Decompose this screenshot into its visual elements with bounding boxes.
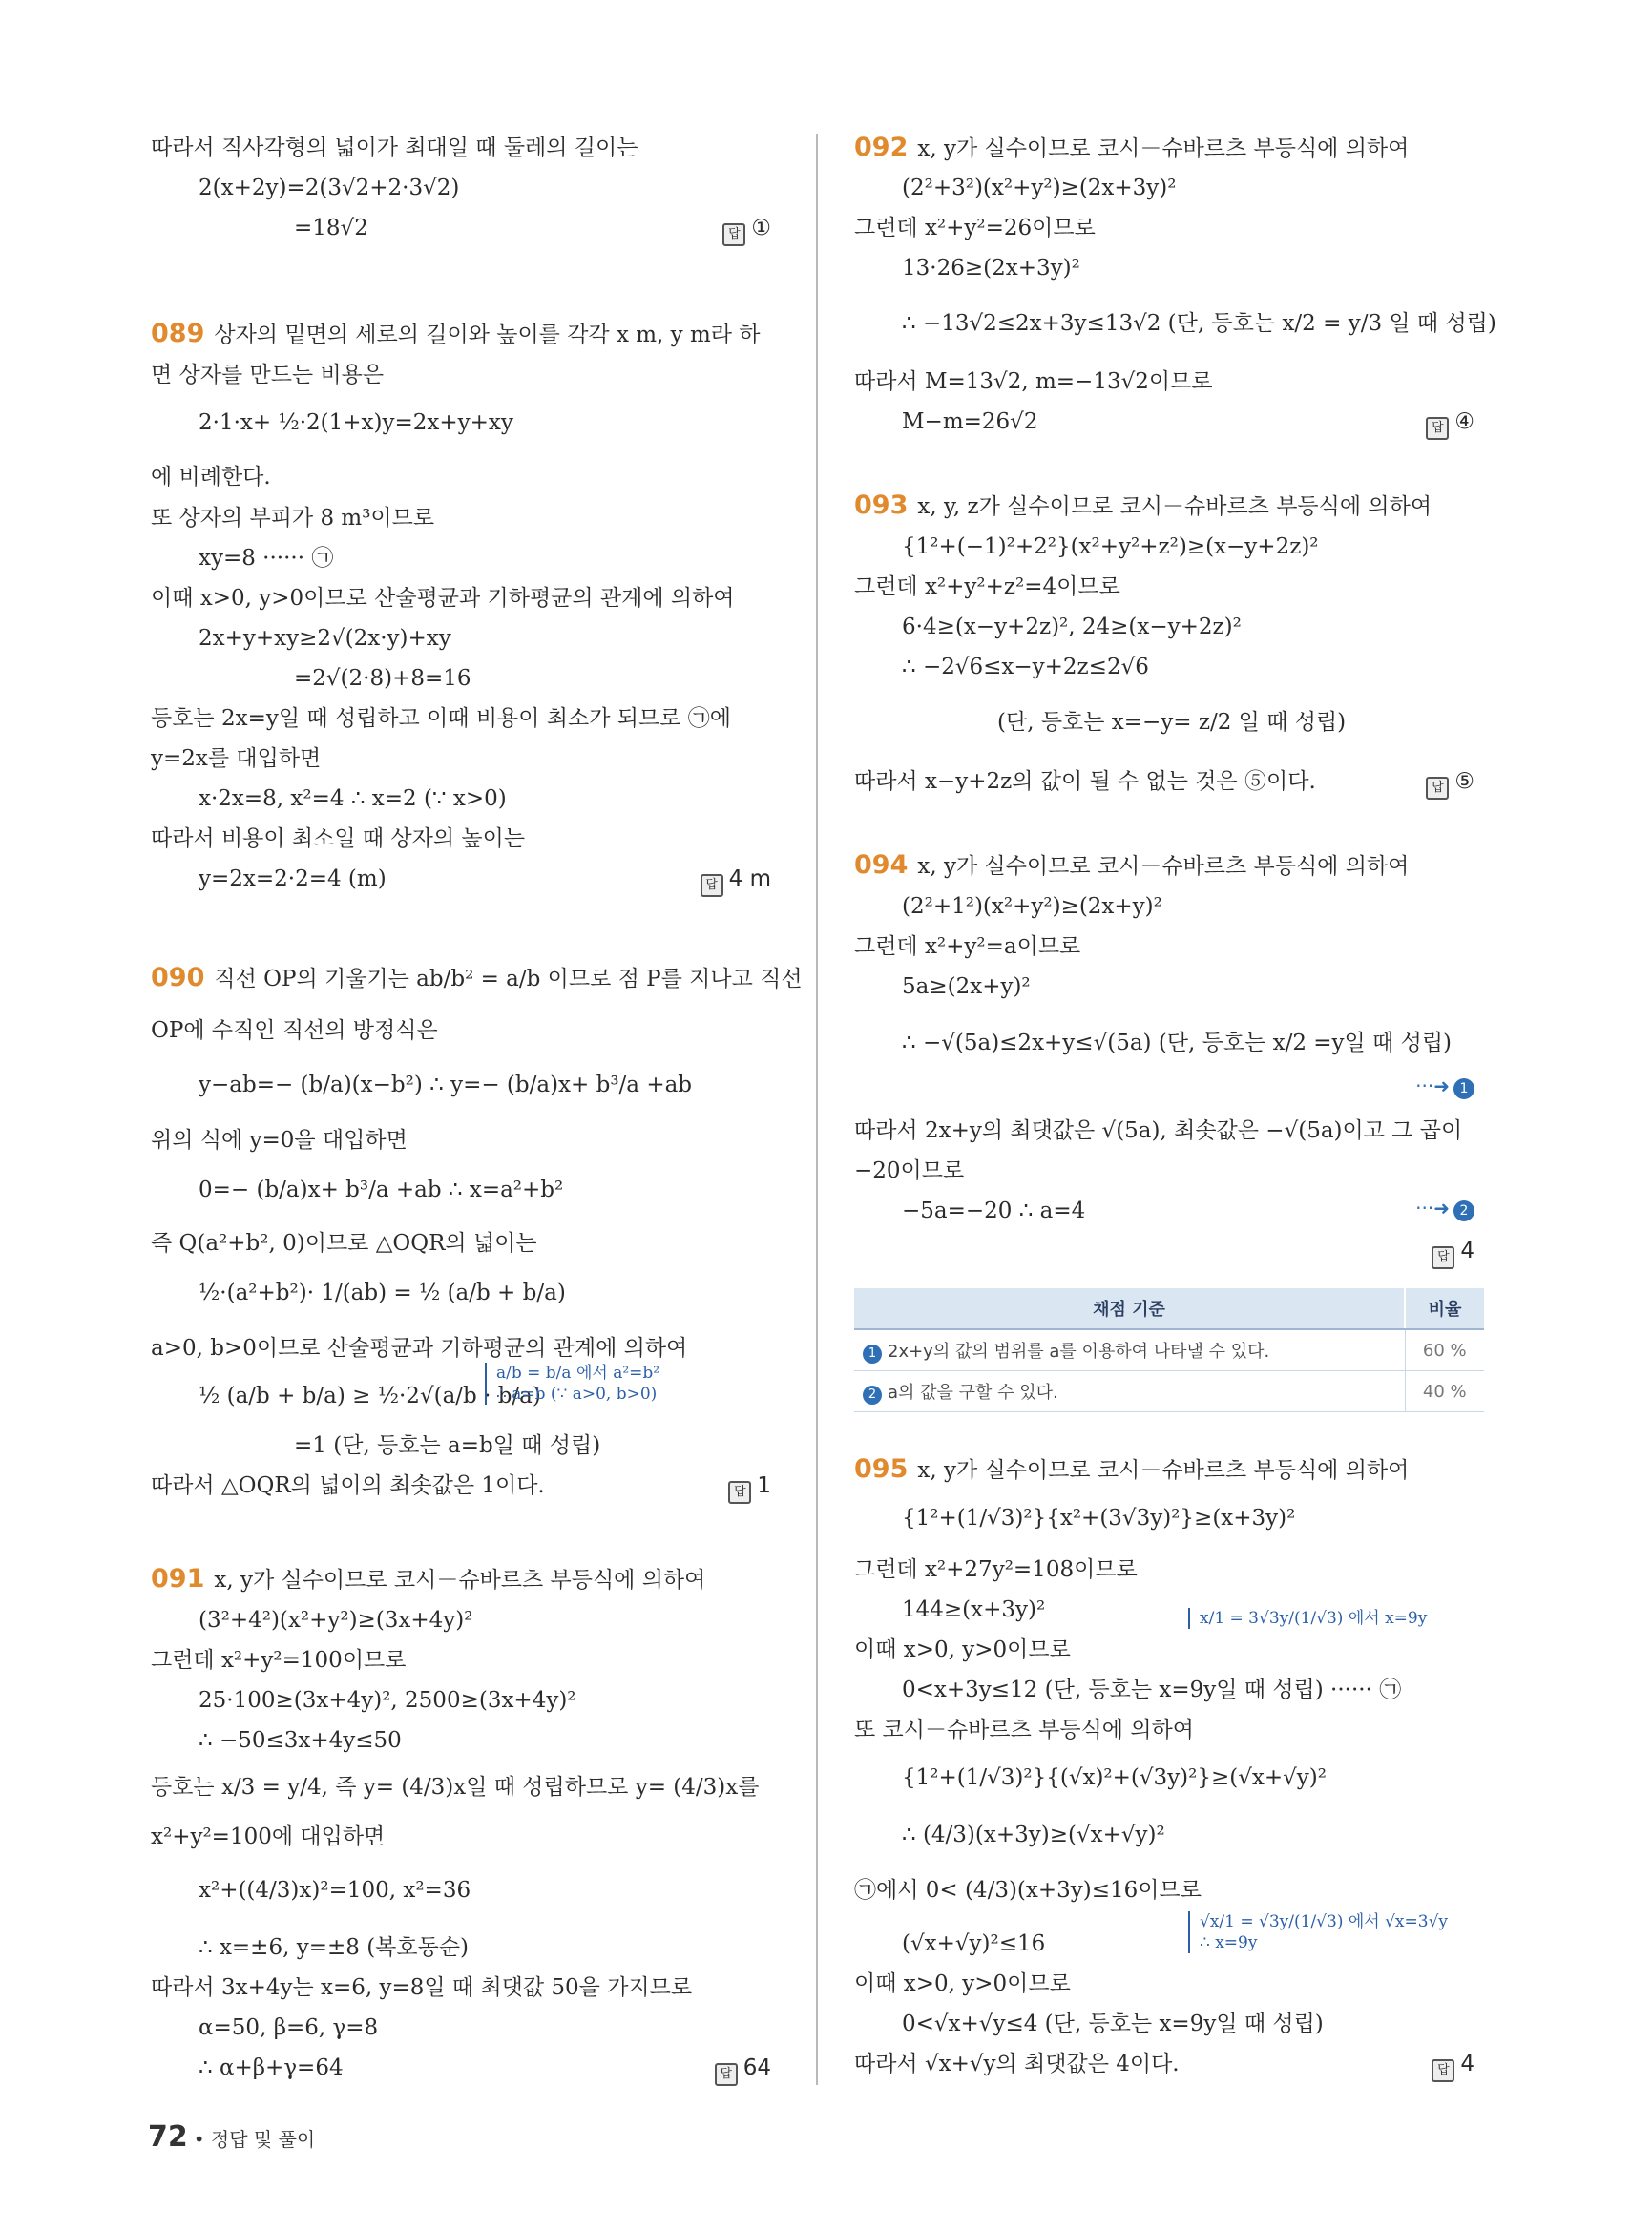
line-text: 이때 x>0, y>0이므로: [854, 1637, 1071, 1662]
line-text: α=50, β=6, γ=8: [199, 2015, 379, 2040]
text-line: [199, 1071, 692, 1099]
text-line: [199, 865, 387, 893]
arrow-icon: ···➜: [1415, 1074, 1450, 1097]
answer-value: 4: [1460, 1239, 1474, 1263]
text-line: [151, 1016, 438, 1045]
text-line: [199, 624, 451, 653]
text-line: [199, 1606, 473, 1635]
answer-box-icon: 답: [1432, 1246, 1454, 1269]
text-line: [854, 367, 1213, 396]
line-text: 이때 x>0, y>0이므로: [854, 1971, 1071, 1996]
side-note: [1188, 1911, 1448, 1953]
line-text: y−ab=− (b/a)(x−b²) ∴ y=− (b/a)x+ b³/a +ab: [199, 1073, 693, 1097]
answer-value: 4 m: [728, 866, 771, 891]
text-line: [902, 1763, 1327, 1792]
line-text: {1²+(−1)²+2²}(x²+y²+z²)≥(x−y+2z)²: [902, 534, 1319, 559]
text-line: [151, 1646, 406, 1675]
line-text: =1 (단, 등호는 a=b일 때 성립): [294, 1433, 601, 1458]
line-text: 면 상자를 만드는 비용은: [151, 363, 385, 387]
answer-box-icon: 답: [1426, 777, 1449, 800]
problem-number: 092: [854, 133, 909, 162]
table-row: [854, 1329, 1484, 1371]
text-line: [151, 134, 638, 162]
text-line: [151, 361, 384, 389]
line-text: x·2x=8, x²=4 ∴ x=2 (∵ x>0): [199, 786, 507, 811]
side-note-line: a/b = b/a 에서 a²=b²: [496, 1364, 660, 1383]
line-text: y=2x=2·2=4 (m): [199, 866, 387, 891]
line-text: ½·(a²+b²)· 1/(ab) = ½ (a/b + b/a): [199, 1281, 566, 1305]
step-number-icon: 1: [863, 1345, 882, 1364]
line-text: x²+((4/3)x)²=100, x²=36: [199, 1878, 471, 1903]
text-line: [902, 1595, 1045, 1624]
text-line: [902, 309, 1496, 338]
line-text: x, y가 실수이므로 코시－슈바르츠 부등식에 의하여: [917, 1458, 1410, 1483]
text-line: [902, 613, 1242, 641]
line-text: {1²+(1/√3)²}{(√x)²+(√3y)²}≥(√x+√y)²: [902, 1765, 1327, 1790]
line-text: ∴ −√(5a)≤2x+y≤√(5a) (단, 등호는 x/2 =y일 때 성립): [902, 1031, 1453, 1055]
side-note: [1188, 1608, 1427, 1629]
text-line: [854, 573, 1120, 601]
side-note-line: x/1 = 3√3y/(1/√3) 에서 x=9y: [1200, 1609, 1428, 1628]
criteria-text: a의 값을 구할 수 있다.: [888, 1382, 1058, 1403]
text-line: [902, 2010, 1324, 2038]
criteria-header: 채점 기준: [854, 1288, 1405, 1329]
problem-number: 090: [151, 963, 205, 992]
text-line: [151, 704, 731, 733]
line-text: 0<√x+√y≤4 (단, 등호는 x=9y일 때 성립): [902, 2012, 1324, 2036]
text-line: [854, 1716, 1194, 1744]
text-line: [199, 544, 333, 573]
step-number-icon: 2: [863, 1386, 882, 1405]
answer: [1432, 2050, 1474, 2082]
text-line: [854, 851, 1409, 881]
line-text: 그런데 x²+y²=a이므로: [854, 934, 1081, 959]
ratio-value: 60 %: [1405, 1329, 1484, 1371]
step-number-icon: 2: [1453, 1200, 1474, 1221]
text-line: [902, 892, 1162, 921]
line-text: 직선 OP의 기울기는 ab/b² = a/b 이므로 점 P를 지나고 직선: [214, 967, 803, 991]
answer-value: ④: [1454, 409, 1474, 434]
text-line: [151, 824, 525, 853]
line-text: 0<x+3y≤12 (단, 등호는 x=9y일 때 성립) ······ ㉠: [902, 1678, 1402, 1702]
step-number-icon: 1: [1453, 1078, 1474, 1099]
answer: [1432, 1237, 1474, 1269]
line-text: 6·4≥(x−y+2z)², 24≥(x−y+2z)²: [902, 615, 1242, 639]
line-text: 그런데 x²+y²+z²=4이므로: [854, 574, 1120, 599]
text-line: [902, 653, 1149, 681]
line-text: 상자의 밑면의 세로의 길이와 높이를 각각 x m, y m라 하: [214, 323, 761, 347]
line-text: x²+y²=100에 대입하면: [151, 1824, 386, 1849]
text-line: [151, 1334, 687, 1363]
line-text: 에 비례한다.: [151, 465, 271, 490]
text-line: [151, 1973, 692, 2002]
text-line: [902, 1197, 1085, 1225]
line-text: 그런데 x²+27y²=108이므로: [854, 1557, 1138, 1582]
step-marker: [1415, 1074, 1474, 1099]
line-text: 등호는 2x=y일 때 성립하고 이때 비용이 최소가 되므로 ㉠에: [151, 706, 731, 731]
text-line: [854, 1876, 1202, 1905]
side-note-line: ∴ a=b (∵ a>0, b>0): [496, 1385, 658, 1404]
line-text: −5a=−20 ∴ a=4: [902, 1199, 1086, 1223]
text-line: [151, 1471, 545, 1500]
text-line: [151, 504, 434, 532]
answer: [701, 865, 771, 897]
line-text: 그런데 x²+y²=26이므로: [854, 216, 1096, 240]
text-line: [902, 1504, 1295, 1533]
line-text: 2(x+2y)=2(3√2+2·3√2): [199, 176, 460, 200]
text-line: [854, 1636, 1071, 1664]
text-line: [294, 664, 471, 693]
line-text: =18√2: [294, 216, 368, 240]
text-line: [199, 408, 513, 437]
text-line: [151, 1823, 385, 1851]
line-text: (√x+√y)²≤16: [902, 1931, 1046, 1956]
ratio-header: 비율: [1405, 1288, 1484, 1329]
text-line: [902, 254, 1080, 282]
line-text: x, y가 실수이므로 코시－슈바르츠 부등식에 의하여: [917, 854, 1410, 879]
line-text: 따라서 3x+4y는 x=6, y=8일 때 최댓값 50을 가지므로: [151, 1975, 693, 2000]
text-line: [199, 1279, 566, 1307]
line-text: 2·1·x+ ½·2(1+x)y=2x+y+xy: [199, 410, 513, 435]
criteria-text: 2x+y의 값의 범위를 a를 이용하여 나타낼 수 있다.: [888, 1341, 1270, 1362]
line-text: 또 코시－슈바르츠 부등식에 의하여: [854, 1718, 1194, 1742]
text-line: [854, 1116, 1462, 1145]
text-line: [199, 1176, 563, 1204]
line-text: (단, 등호는 x=−y= z/2 일 때 성립): [997, 710, 1347, 735]
problem-number: 089: [151, 319, 205, 348]
text-line: [151, 1229, 537, 1258]
line-text: ½ (a/b + b/a) ≥ ½·2√(a/b · b/a): [199, 1384, 541, 1408]
text-line: [854, 932, 1080, 961]
line-text: 2x+y+xy≥2√(2x·y)+xy: [199, 626, 451, 651]
side-note: [485, 1363, 659, 1405]
text-line: [902, 1929, 1045, 1958]
text-line: [854, 1157, 964, 1185]
answer-box-icon: 답: [722, 223, 745, 246]
line-text: ∴ −50≤3x+4y≤50: [199, 1728, 402, 1753]
answer-value: 64: [742, 2055, 771, 2080]
text-line: [294, 1431, 600, 1460]
line-text: 따라서 √x+√y의 최댓값은 4이다.: [854, 2052, 1180, 2076]
line-text: 따라서 직사각형의 넓이가 최대일 때 둘레의 길이는: [151, 136, 638, 160]
text-line: [902, 1821, 1165, 1849]
text-line: [199, 1876, 471, 1905]
answer-value: 1: [757, 1473, 771, 1498]
line-text: x, y가 실수이므로 코시－슈바르츠 부등식에 의하여: [214, 1568, 706, 1593]
text-line: [199, 174, 459, 202]
step-marker: [1415, 1197, 1474, 1221]
line-text: 0=− (b/a)x+ b³/a +ab ∴ x=a²+b²: [199, 1178, 564, 1202]
line-text: OP에 수직인 직선의 방정식은: [151, 1018, 438, 1043]
text-line: [902, 1676, 1401, 1704]
text-line: [199, 784, 507, 813]
line-text: ∴ −13√2≤2x+3y≤13√2 (단, 등호는 x/2 = y/3 일 때 성립): [902, 311, 1496, 336]
text-line: [151, 1773, 759, 1802]
text-line: [902, 532, 1319, 561]
text-line: [854, 1555, 1138, 1584]
line-text: 또 상자의 부피가 8 m³이므로: [151, 506, 435, 531]
line-text: ∴ x=±6, y=±8 (복호동순): [199, 1935, 470, 1960]
text-line: [294, 214, 368, 242]
text-line: [199, 2013, 378, 2042]
text-line: [902, 972, 1031, 1001]
text-line: [854, 2050, 1180, 2078]
answer: [1426, 407, 1474, 440]
line-text: x, y가 실수이므로 코시－슈바르츠 부등식에 의하여: [917, 136, 1410, 161]
problem-number: 095: [854, 1454, 909, 1484]
answer: [722, 214, 771, 246]
line-text: {1²+(1/√3)²}{x²+(3√3y)²}≥(x+3y)²: [902, 1506, 1296, 1531]
line-text: (3²+4²)(x²+y²)≥(3x+4y)²: [199, 1608, 473, 1633]
line-text: 144≥(x+3y)²: [902, 1597, 1046, 1622]
text-line: [854, 1970, 1071, 1998]
text-line: [199, 1933, 469, 1962]
answer-box-icon: 답: [1426, 417, 1449, 440]
text-line: [854, 214, 1096, 242]
text-line: [854, 491, 1432, 521]
answer-value: 4: [1460, 2052, 1474, 2076]
line-text: ㉠에서 0< (4/3)(x+3y)≤16이므로: [854, 1878, 1202, 1903]
line-text: 따라서 M=13√2, m=−13√2이므로: [854, 369, 1213, 394]
line-text: 25·100≥(3x+4y)², 2500≥(3x+4y)²: [199, 1688, 576, 1713]
answer-value: ⑤: [1454, 769, 1474, 794]
text-line: [997, 708, 1346, 737]
line-text: ∴ (4/3)(x+3y)≥(√x+√y)²: [902, 1823, 1165, 1847]
column-divider: [816, 134, 818, 2085]
problem-number: 094: [854, 850, 909, 880]
text-line: [199, 2054, 344, 2082]
side-note-line: ∴ x=9y: [1200, 1933, 1258, 1952]
line-text: xy=8 ······ ㉠: [199, 546, 334, 571]
text-line: [902, 1029, 1452, 1057]
line-text: 이때 x>0, y>0이므로 산술평균과 기하평균의 관계에 의하여: [151, 586, 735, 611]
text-line: [151, 744, 321, 773]
page-footer: [148, 2120, 315, 2154]
line-text: 즉 Q(a²+b², 0)이므로 △OQR의 넓이는: [151, 1231, 537, 1256]
text-line: [854, 134, 1409, 163]
side-note-line: √x/1 = √3y/(1/√3) 에서 √x=3√y: [1200, 1912, 1449, 1931]
line-text: ∴ −2√6≤x−y+2z≤2√6: [902, 655, 1149, 679]
line-text: 따라서 2x+y의 최댓값은 √(5a), 최솟값은 −√(5a)이고 그 곱이: [854, 1118, 1463, 1143]
answer-box-icon: 답: [701, 874, 723, 897]
text-line: [902, 174, 1177, 202]
line-text: 그런데 x²+y²=100이므로: [151, 1648, 407, 1673]
text-line: [151, 584, 735, 613]
text-line: [151, 964, 803, 993]
line-text: y=2x를 대입하면: [151, 746, 322, 771]
text-line: [151, 1565, 705, 1595]
arrow-icon: ···➜: [1415, 1197, 1450, 1220]
text-line: [151, 463, 271, 491]
text-line: [151, 1126, 408, 1155]
answer: [715, 2054, 771, 2086]
line-text: 위의 식에 y=0을 대입하면: [151, 1128, 408, 1153]
page-number: 72: [148, 2120, 188, 2154]
line-text: a>0, b>0이므로 산술평균과 기하평균의 관계에 의하여: [151, 1336, 688, 1361]
answer-box-icon: 답: [1432, 2059, 1454, 2082]
text-line: [151, 320, 761, 349]
text-line: [902, 407, 1037, 436]
answer: [728, 1471, 771, 1504]
line-text: (2²+1²)(x²+y²)≥(2x+y)²: [902, 894, 1162, 919]
line-text: 따라서 비용이 최소일 때 상자의 높이는: [151, 826, 526, 851]
line-text: =2√(2·8)+8=16: [294, 666, 471, 691]
line-text: ∴ α+β+γ=64: [199, 2055, 344, 2080]
text-line: [199, 1686, 576, 1715]
text-line: [854, 767, 1316, 796]
line-text: (2²+3²)(x²+y²)≥(2x+3y)²: [902, 176, 1177, 200]
answer-box-icon: 답: [728, 1481, 751, 1504]
line-text: x, y, z가 실수이므로 코시－슈바르츠 부등식에 의하여: [917, 494, 1432, 519]
line-text: M−m=26√2: [902, 409, 1038, 434]
text-line: [854, 1455, 1409, 1485]
line-text: 13·26≥(2x+3y)²: [902, 256, 1080, 281]
line-text: 등호는 x/3 = y/4, 즉 y= (4/3)x일 때 성립하므로 y= (4/3)x를: [151, 1775, 760, 1800]
line-text: 5a≥(2x+y)²: [902, 974, 1031, 999]
footer-label: • 정답 및 풀이: [193, 2128, 316, 2151]
problem-number: 091: [151, 1564, 205, 1594]
scoring-criteria-table: [854, 1288, 1484, 1412]
answer-value: ①: [751, 216, 771, 240]
text-line: [199, 1726, 402, 1755]
line-text: 따라서 △OQR의 넓이의 최솟값은 1이다.: [151, 1473, 545, 1498]
problem-number: 093: [854, 490, 909, 520]
answer: [1426, 767, 1474, 800]
table-row: [854, 1371, 1484, 1412]
line-text: −20이므로: [854, 1158, 965, 1183]
line-text: 따라서 x−y+2z의 값이 될 수 없는 것은 ⑤이다.: [854, 769, 1316, 794]
ratio-value: 40 %: [1405, 1371, 1484, 1412]
answer-box-icon: 답: [715, 2063, 738, 2086]
